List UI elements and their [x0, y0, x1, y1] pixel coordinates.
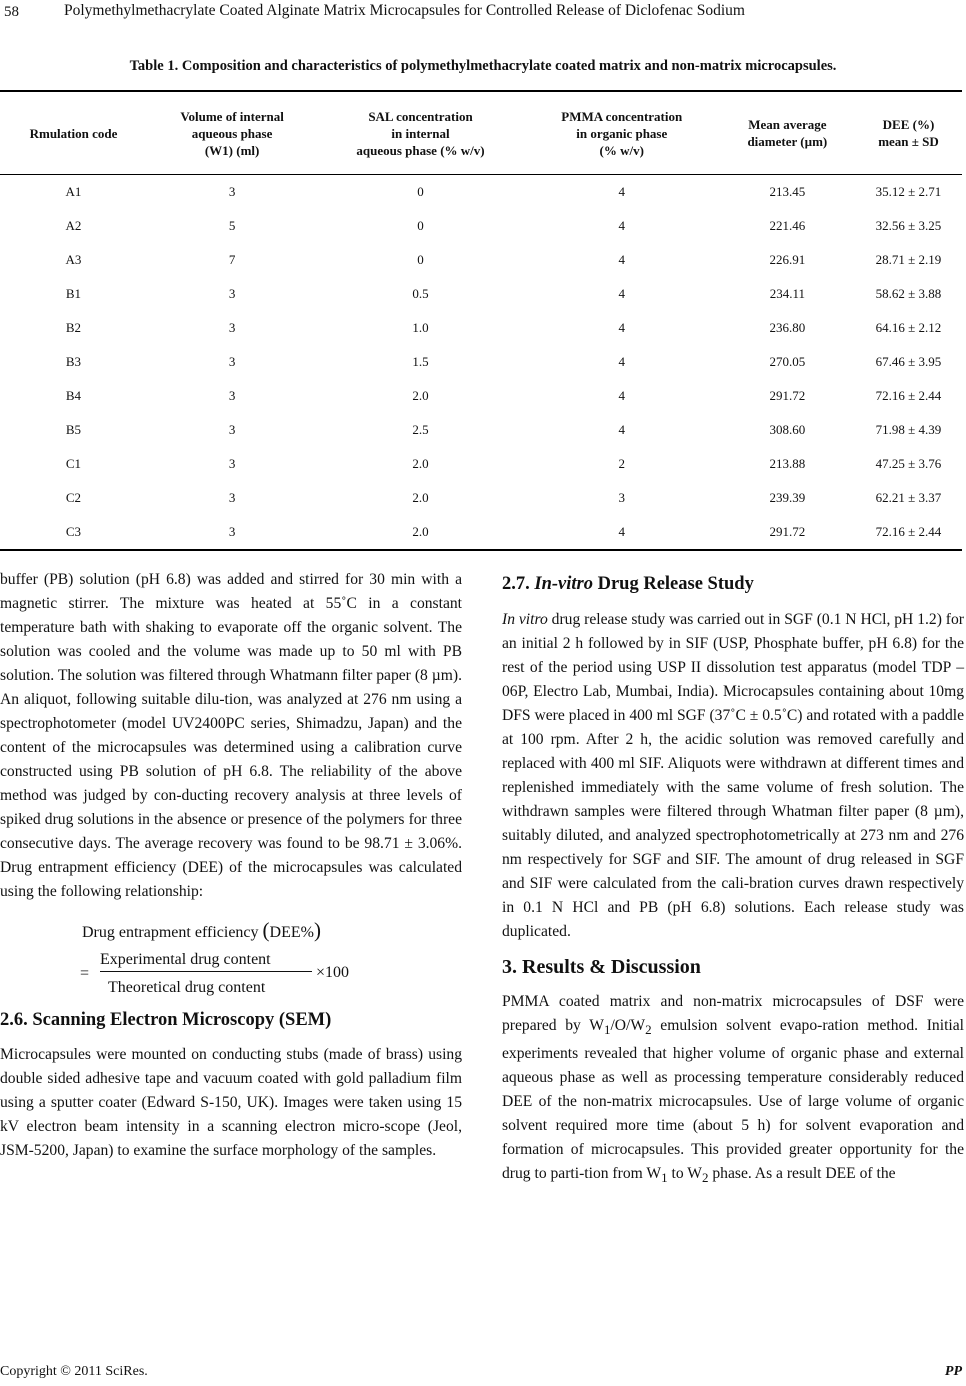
right-column — [502, 572, 964, 1190]
table-cell: 3 — [228, 490, 236, 505]
table-cell: B4 — [65, 388, 82, 403]
table-cell: 234.11 — [769, 286, 805, 301]
table-cell: B1 — [65, 286, 82, 301]
table-cell: 239.39 — [769, 490, 806, 505]
equation-denominator: Theoretical drug content — [108, 979, 266, 996]
table-cell: 4 — [618, 286, 626, 301]
table-cell: 2 — [618, 456, 626, 471]
table-cell: 3 — [228, 524, 236, 539]
table-cell: 3 — [228, 422, 236, 437]
table-row — [0, 277, 962, 311]
table-row — [0, 243, 962, 277]
table-row — [0, 447, 962, 481]
table-cell: 4 — [618, 320, 626, 335]
column-header: Volume of internal aqueous phase (W1) (ml) — [180, 108, 284, 158]
table-cell: B5 — [65, 422, 82, 437]
table-cell: 308.60 — [769, 422, 806, 437]
table-cell: A3 — [65, 252, 82, 267]
copyright-notice: Copyright © 2011 SciRes. — [0, 1364, 148, 1379]
composition-table — [0, 90, 962, 551]
table-cell: 213.45 — [769, 184, 806, 199]
section-heading-drug-release: 2.7. In-vitro Drug Release Study — [502, 574, 754, 594]
table-cell: B2 — [65, 320, 82, 335]
column-header: PMMA concentration in organic phase (% w/v) — [561, 108, 683, 158]
table-cell: 2.0 — [412, 456, 429, 471]
table-cell: 4 — [618, 422, 626, 437]
table-caption: Table 1. Composition and characteristics of polymethylmethacrylate coated matrix and non-matrix microcapsules. — [129, 58, 837, 74]
table-cell: 3 — [228, 354, 236, 369]
table-cell: 4 — [618, 354, 626, 369]
table-cell: 3 — [228, 184, 236, 199]
table-cell: 64.16 ± 2.12 — [875, 320, 942, 335]
fraction-bar — [100, 971, 312, 972]
table-cell: 0 — [417, 184, 424, 199]
journal-code: PP — [944, 1364, 962, 1379]
table-cell: 270.05 — [769, 354, 806, 369]
column-header: SAL concentration in internal aqueous phase (% w/v) — [356, 108, 485, 158]
table-cell: B3 — [65, 354, 82, 369]
table-cell: 3 — [228, 388, 236, 403]
table-cell: 3 — [228, 320, 236, 335]
body-paragraph: Microcapsules were mounted on conducting stubs (made of brass) using double sided adhesive tape and vacuum coated with gold palladium film using a sputter coater (Edward S-150, UK). Images were taken using 15 kV electron beam intensity in a scanning electron micro-scope (Jeol, JSM-5200, Japan) to examine the surface morphology of the samples. — [0, 1046, 462, 1159]
equation-numerator: Experimental drug content — [100, 951, 271, 968]
table-cell: 32.56 ± 3.25 — [875, 218, 942, 233]
table-cell: 4 — [618, 184, 626, 199]
body-paragraph: buffer (PB) solution (pH 6.8) was added and stirred for 30 min with a magnetic stirrer. The mixture was heated at 55˚C in a constant temperature bath with shaking to evaporate off the organic solvent. The solution was cooled and the volume was made up to 50 ml with PB solution. The solution was filtered through Whatmann filter paper (8 µm). An aliquot, following suitable dilu-tion, was analyzed at 276 nm using a spectrophotometer (model UV2400PC series, Shimadzu, Japan) and the content of the microcapsules was determined using a calibration curve constructed using PB solution of pH 6.8. The reliability of the above method was judged by con-ducting recovery analysis at three levels of spiked drug solutions in the absence or presence of the polymers for three consecutive days. The average recovery was found to be 98.71 ± 3.06%. Drug entrapment efficiency (DEE) of the microcapsules was calculated using the following relationship: — [0, 571, 462, 900]
table-cell: 291.72 — [769, 388, 806, 403]
left-column — [0, 568, 462, 1163]
column-header: Rmulation code — [29, 125, 118, 141]
table-cell: 2.0 — [412, 490, 429, 505]
equation-label: Drug entrapment efficiency (DEE%) — [82, 918, 321, 942]
section-heading-sem: 2.6. Scanning Electron Microscopy (SEM) — [0, 1010, 332, 1030]
table-header-row — [0, 91, 962, 175]
equals-sign: = — [80, 965, 90, 982]
dee-equation — [0, 904, 462, 1008]
table-cell: 3 — [618, 490, 626, 505]
section-heading-results: 3. Results & Discussion — [502, 956, 701, 978]
table-cell: 71.98 ± 4.39 — [875, 422, 942, 437]
body-paragraph: PMMA coated matrix and non-matrix microcapsules of DSF were prepared by $W_1/O/W_2$ emulsion solvent evapo-ration method. Initial experiments revealed that higher volume of organic phase and external aqueous phase as well as processing temperature considerably reduced DEE of the non-matrix microcapsules. Use of large volume of organic solvent required more time (about 5 h) for solvent evaporation and formation of microcapsules. This provided greater opportunity for the drug to parti-tion from $W_1$ to $W_2$ phase. As a result DEE of the — [502, 993, 964, 1186]
table-cell: 4 — [618, 252, 626, 267]
table-cell: 226.91 — [769, 252, 806, 267]
table-row — [0, 515, 962, 550]
table-row — [0, 345, 962, 379]
table-cell: 4 — [618, 218, 626, 233]
table-cell: 3 — [228, 456, 236, 471]
table-cell: C2 — [65, 490, 82, 505]
table-cell: 0 — [417, 218, 424, 233]
table-cell: 1.0 — [412, 320, 429, 335]
table-cell: 4 — [618, 524, 626, 539]
table-cell: 2.0 — [412, 524, 429, 539]
table-row — [0, 481, 962, 515]
table-row — [0, 209, 962, 243]
table-cell: 291.72 — [769, 524, 806, 539]
table-cell: 7 — [228, 252, 236, 267]
table-cell: 72.16 ± 2.44 — [875, 388, 942, 403]
table-cell: 236.80 — [769, 320, 806, 335]
table-cell: 3 — [228, 286, 236, 301]
table-row — [0, 413, 962, 447]
table-cell: 221.46 — [769, 218, 806, 233]
equation-label-abbrev: DEE% — [269, 924, 314, 941]
table-row — [0, 311, 962, 345]
table-cell: A2 — [65, 218, 82, 233]
table-cell: 213.88 — [769, 456, 806, 471]
body-paragraph: In vitro drug release study was carried out in SGF (0.1 N HCl, pH 1.2) for an initial 2 h followed by in SIF (USP, Phosphate buffer, pH 6.8) for the rest of the period using USP II dissolution test apparatus (model TDP – 06P, Electro Lab, Mumbai, India). Microcapsules containing about 10mg DFS were placed in 400 ml SGF (37˚C ± 0.5˚C) and rotated with a paddle at 100 rpm. After 2 h, the acidic solution was removed carefully and replaced with 400 ml SIF. Aliquots were withdrawn at different times and replenished immediately with the same volume of fresh solution. The withdrawn samples were filtered through Whatman filter paper (8 µm), suitably diluted, and analyzed spectrophotometrically at 273 nm and 276 nm respectively for SGF and SIF. The amount of drug released in SGF and SIF were calculated from the cali-bration curves drawn respectively in 0.1 N HCl and PB (pH 6.8) solutions. Each release study was duplicated. — [502, 611, 964, 940]
column-header: Mean average diameter (µm) — [747, 117, 828, 149]
table-cell: 0 — [417, 252, 424, 267]
table-cell: 47.25 ± 3.76 — [875, 456, 942, 471]
table-cell: 4 — [618, 388, 626, 403]
table-cell: C1 — [65, 456, 82, 471]
page-number: 58 — [4, 4, 19, 20]
table-cell: C3 — [65, 524, 82, 539]
running-title: Polymethylmethacrylate Coated Alginate Matrix Microcapsules for Controlled Release of Diclofenac Sodium — [64, 2, 745, 19]
table-cell: 5 — [228, 218, 236, 233]
table-cell: 28.71 ± 2.19 — [875, 252, 942, 267]
table-cell: 35.12 ± 2.71 — [875, 184, 942, 199]
table-cell: 58.62 ± 3.88 — [875, 286, 942, 301]
table-body — [0, 175, 962, 551]
table-cell: 0.5 — [412, 286, 429, 301]
table-cell: 2.5 — [412, 422, 429, 437]
table-row — [0, 175, 962, 210]
table-cell: 67.46 ± 3.95 — [875, 354, 942, 369]
equation-multiplier: ×100 — [316, 964, 350, 981]
table-cell: 2.0 — [412, 388, 429, 403]
table-cell: A1 — [65, 184, 82, 199]
table-cell: 62.21 ± 3.37 — [875, 490, 942, 505]
table-cell: 1.5 — [412, 354, 429, 369]
table-cell: 72.16 ± 2.44 — [875, 524, 942, 539]
column-header: DEE (%) mean ± SD — [878, 117, 939, 149]
table-row — [0, 379, 962, 413]
